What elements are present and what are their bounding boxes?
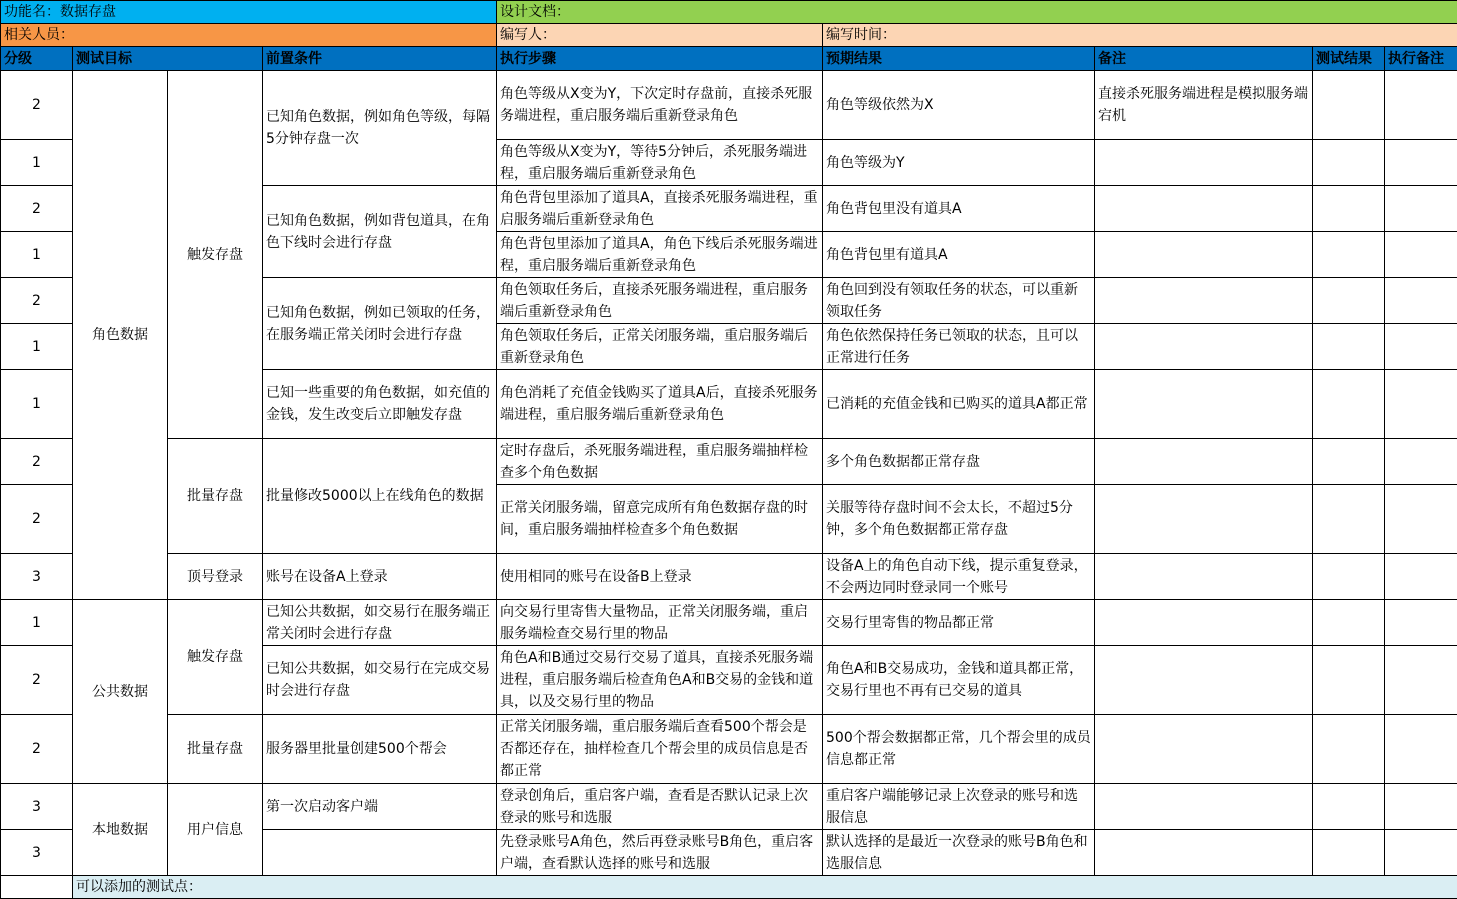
expected-cell[interactable]: 角色背包里有道具A xyxy=(823,232,1095,278)
precondition-cell[interactable]: 批量修改5000以上在线角色的数据 xyxy=(263,439,497,554)
note-cell[interactable] xyxy=(1095,278,1313,324)
steps-cell[interactable]: 角色等级从X变为Y，下次定时存盘前，直接杀死服务端进程，重启服务端后重新登录角色 xyxy=(497,71,823,140)
steps-cell[interactable]: 登录创角后，重启客户端，查看是否默认记录上次登录的账号和选服 xyxy=(497,784,823,830)
precondition-cell[interactable]: 第一次启动客户端 xyxy=(263,784,497,830)
note-cell[interactable] xyxy=(1095,554,1313,600)
exec-note-cell[interactable] xyxy=(1385,485,1457,554)
exec-note-cell[interactable] xyxy=(1385,554,1457,600)
author-cell[interactable]: 编写人： xyxy=(497,24,823,47)
level-cell[interactable]: 1 xyxy=(1,324,73,370)
result-cell[interactable] xyxy=(1313,71,1385,140)
precondition-cell[interactable]: 已知角色数据，例如背包道具，在角色下线时会进行存盘 xyxy=(263,186,497,278)
level-cell[interactable]: 1 xyxy=(1,232,73,278)
subgroup-public-trigger[interactable]: 触发存盘 xyxy=(168,600,263,715)
expected-cell[interactable]: 默认选择的是最近一次登录的账号B角色和选服信息 xyxy=(823,830,1095,876)
expected-cell[interactable]: 500个帮会数据都正常，几个帮会里的成员信息都正常 xyxy=(823,715,1095,784)
footer-blank-cell[interactable] xyxy=(1,876,73,899)
precondition-cell[interactable]: 已知角色数据，例如角色等级，每隔5分钟存盘一次 xyxy=(263,71,497,186)
write-time-cell[interactable]: 编写时间： xyxy=(823,24,1457,47)
note-cell[interactable] xyxy=(1095,370,1313,439)
level-cell[interactable]: 2 xyxy=(1,439,73,485)
result-cell[interactable] xyxy=(1313,278,1385,324)
steps-cell[interactable]: 向交易行里寄售大量物品，正常关闭服务端，重启服务端检查交易行里的物品 xyxy=(497,600,823,646)
result-cell[interactable] xyxy=(1313,439,1385,485)
note-cell[interactable]: 直接杀死服务端进程是模拟服务端宕机 xyxy=(1095,71,1313,140)
result-cell[interactable] xyxy=(1313,784,1385,830)
precondition-cell[interactable]: 已知角色数据，例如已领取的任务，在服务端正常关闭时会进行存盘 xyxy=(263,278,497,370)
note-cell[interactable] xyxy=(1095,830,1313,876)
steps-cell[interactable]: 角色领取任务后，直接杀死服务端进程，重启服务端后重新登录角色 xyxy=(497,278,823,324)
precondition-cell[interactable]: 已知一些重要的角色数据，如充值的金钱，发生改变后立即触发存盘 xyxy=(263,370,497,439)
expected-cell[interactable]: 角色等级为Y xyxy=(823,140,1095,186)
steps-cell[interactable]: 角色领取任务后，正常关闭服务端，重启服务端后重新登录角色 xyxy=(497,324,823,370)
steps-cell[interactable]: 角色A和B通过交易行交易了道具，直接杀死服务端进程，重启服务端后检查角色A和B交易的金钱和道具，以及交易行里的物品 xyxy=(497,646,823,715)
exec-note-cell[interactable] xyxy=(1385,439,1457,485)
column-header-row xyxy=(1,47,1457,71)
steps-cell[interactable]: 角色背包里添加了道具A，直接杀死服务端进程，重启服务端后重新登录角色 xyxy=(497,186,823,232)
expected-cell[interactable]: 角色回到没有领取任务的状态，可以重新领取任务 xyxy=(823,278,1095,324)
level-cell[interactable]: 3 xyxy=(1,554,73,600)
note-cell[interactable] xyxy=(1095,485,1313,554)
header-expected[interactable]: 预期结果 xyxy=(823,47,1095,71)
level-cell[interactable]: 3 xyxy=(1,830,73,876)
note-cell[interactable] xyxy=(1095,324,1313,370)
group-local-data[interactable]: 本地数据 xyxy=(73,784,168,876)
expected-cell[interactable]: 角色依然保持任务已领取的状态，且可以正常进行任务 xyxy=(823,324,1095,370)
header-result[interactable]: 测试结果 xyxy=(1313,47,1385,71)
steps-cell[interactable]: 正常关闭服务端，重启服务端后查看500个帮会是否都还存在，抽样检查几个帮会里的成员信息是否都正常 xyxy=(497,715,823,784)
design-doc-cell[interactable]: 设计文档： xyxy=(497,1,1457,24)
result-cell[interactable] xyxy=(1313,554,1385,600)
table-row xyxy=(1,600,1457,646)
footer-add-test-points[interactable]: 可以添加的测试点： xyxy=(73,876,1457,899)
result-cell[interactable] xyxy=(1313,324,1385,370)
header-note[interactable]: 备注 xyxy=(1095,47,1313,71)
steps-cell[interactable]: 角色背包里添加了道具A，角色下线后杀死服务端进程，重启服务端后重新登录角色 xyxy=(497,232,823,278)
result-cell[interactable] xyxy=(1313,186,1385,232)
header-precondition[interactable]: 前置条件 xyxy=(263,47,497,71)
exec-note-cell[interactable] xyxy=(1385,324,1457,370)
level-cell[interactable]: 1 xyxy=(1,370,73,439)
note-cell[interactable] xyxy=(1095,140,1313,186)
table-row xyxy=(1,439,1457,485)
level-cell[interactable]: 1 xyxy=(1,600,73,646)
expected-cell[interactable]: 关服等待存盘时间不会太长，不超过5分钟，多个角色数据都正常存盘 xyxy=(823,485,1095,554)
exec-note-cell[interactable] xyxy=(1385,646,1457,715)
exec-note-cell[interactable] xyxy=(1385,140,1457,186)
exec-note-cell[interactable] xyxy=(1385,370,1457,439)
header-steps[interactable]: 执行步骤 xyxy=(497,47,823,71)
steps-cell[interactable]: 定时存盘后，杀死服务端进程，重启服务端抽样检查多个角色数据 xyxy=(497,439,823,485)
exec-note-cell[interactable] xyxy=(1385,830,1457,876)
steps-cell[interactable]: 正常关闭服务端，留意完成所有角色数据存盘的时间，重启服务端抽样检查多个角色数据 xyxy=(497,485,823,554)
steps-cell[interactable]: 角色消耗了充值金钱购买了道具A后，直接杀死服务端进程，重启服务端后重新登录角色 xyxy=(497,370,823,439)
subgroup-role-trigger[interactable]: 触发存盘 xyxy=(168,71,263,439)
related-people-cell[interactable]: 相关人员： xyxy=(1,24,497,47)
result-cell[interactable] xyxy=(1313,600,1385,646)
exec-note-cell[interactable] xyxy=(1385,186,1457,232)
expected-cell[interactable]: 已消耗的充值金钱和已购买的道具A都正常 xyxy=(823,370,1095,439)
note-cell[interactable] xyxy=(1095,646,1313,715)
note-cell[interactable] xyxy=(1095,439,1313,485)
precondition-cell[interactable]: 账号在设备A上登录 xyxy=(263,554,497,600)
result-cell[interactable] xyxy=(1313,485,1385,554)
table-row xyxy=(1,715,1457,784)
level-cell[interactable]: 2 xyxy=(1,278,73,324)
level-cell[interactable]: 2 xyxy=(1,71,73,140)
steps-cell[interactable]: 使用相同的账号在设备B上登录 xyxy=(497,554,823,600)
group-role-data[interactable]: 角色数据 xyxy=(73,71,168,600)
steps-cell[interactable]: 先登录账号A角色，然后再登录账号B角色，重启客户端，查看默认选择的账号和选服 xyxy=(497,830,823,876)
subgroup-local-user[interactable]: 用户信息 xyxy=(168,784,263,876)
precondition-cell[interactable]: 已知公共数据，如交易行在服务端正常关闭时会进行存盘 xyxy=(263,600,497,646)
level-cell[interactable]: 2 xyxy=(1,646,73,715)
footer-row xyxy=(1,876,1457,899)
result-cell[interactable] xyxy=(1313,140,1385,186)
result-cell[interactable] xyxy=(1313,646,1385,715)
header-target[interactable]: 测试目标 xyxy=(73,47,263,71)
note-cell[interactable] xyxy=(1095,600,1313,646)
function-name-cell[interactable]: 功能名：数据存盘 xyxy=(1,1,497,24)
expected-cell[interactable]: 角色A和B交易成功，金钱和道具都正常，交易行里也不再有已交易的道具 xyxy=(823,646,1095,715)
steps-cell[interactable]: 角色等级从X变为Y，等待5分钟后，杀死服务端进程，重启服务端后重新登录角色 xyxy=(497,140,823,186)
level-cell[interactable]: 2 xyxy=(1,485,73,554)
subgroup-public-batch[interactable]: 批量存盘 xyxy=(168,715,263,784)
exec-note-cell[interactable] xyxy=(1385,278,1457,324)
expected-cell[interactable]: 重启客户端能够记录上次登录的账号和选服信息 xyxy=(823,784,1095,830)
expected-cell[interactable]: 角色等级依然为X xyxy=(823,71,1095,140)
precondition-cell[interactable]: 已知公共数据，如交易行在完成交易时会进行存盘 xyxy=(263,646,497,715)
header-exec-note[interactable]: 执行备注 xyxy=(1385,47,1457,71)
note-cell[interactable] xyxy=(1095,232,1313,278)
result-cell[interactable] xyxy=(1313,715,1385,784)
level-cell[interactable]: 1 xyxy=(1,140,73,186)
note-cell[interactable] xyxy=(1095,784,1313,830)
expected-cell[interactable]: 设备A上的角色自动下线，提示重复登录，不会两边同时登录同一个账号 xyxy=(823,554,1095,600)
exec-note-cell[interactable] xyxy=(1385,71,1457,140)
note-cell[interactable] xyxy=(1095,715,1313,784)
subgroup-role-dup-login[interactable]: 顶号登录 xyxy=(168,554,263,600)
table-row xyxy=(1,71,1457,140)
table-row xyxy=(1,784,1457,830)
header-level[interactable]: 分级 xyxy=(1,47,73,71)
expected-cell[interactable]: 角色背包里没有道具A xyxy=(823,186,1095,232)
note-cell[interactable] xyxy=(1095,186,1313,232)
level-cell[interactable]: 2 xyxy=(1,715,73,784)
table-row xyxy=(1,554,1457,600)
result-cell[interactable] xyxy=(1313,370,1385,439)
exec-note-cell[interactable] xyxy=(1385,232,1457,278)
exec-note-cell[interactable] xyxy=(1385,600,1457,646)
group-public-data[interactable]: 公共数据 xyxy=(73,600,168,784)
expected-cell[interactable]: 交易行里寄售的物品都正常 xyxy=(823,600,1095,646)
subgroup-role-batch[interactable]: 批量存盘 xyxy=(168,439,263,554)
exec-note-cell[interactable] xyxy=(1385,715,1457,784)
precondition-cell[interactable] xyxy=(263,830,497,876)
result-cell[interactable] xyxy=(1313,232,1385,278)
result-cell[interactable] xyxy=(1313,830,1385,876)
precondition-cell[interactable]: 服务器里批量创建500个帮会 xyxy=(263,715,497,784)
exec-note-cell[interactable] xyxy=(1385,784,1457,830)
level-cell[interactable]: 3 xyxy=(1,784,73,830)
expected-cell[interactable]: 多个角色数据都正常存盘 xyxy=(823,439,1095,485)
level-cell[interactable]: 2 xyxy=(1,186,73,232)
